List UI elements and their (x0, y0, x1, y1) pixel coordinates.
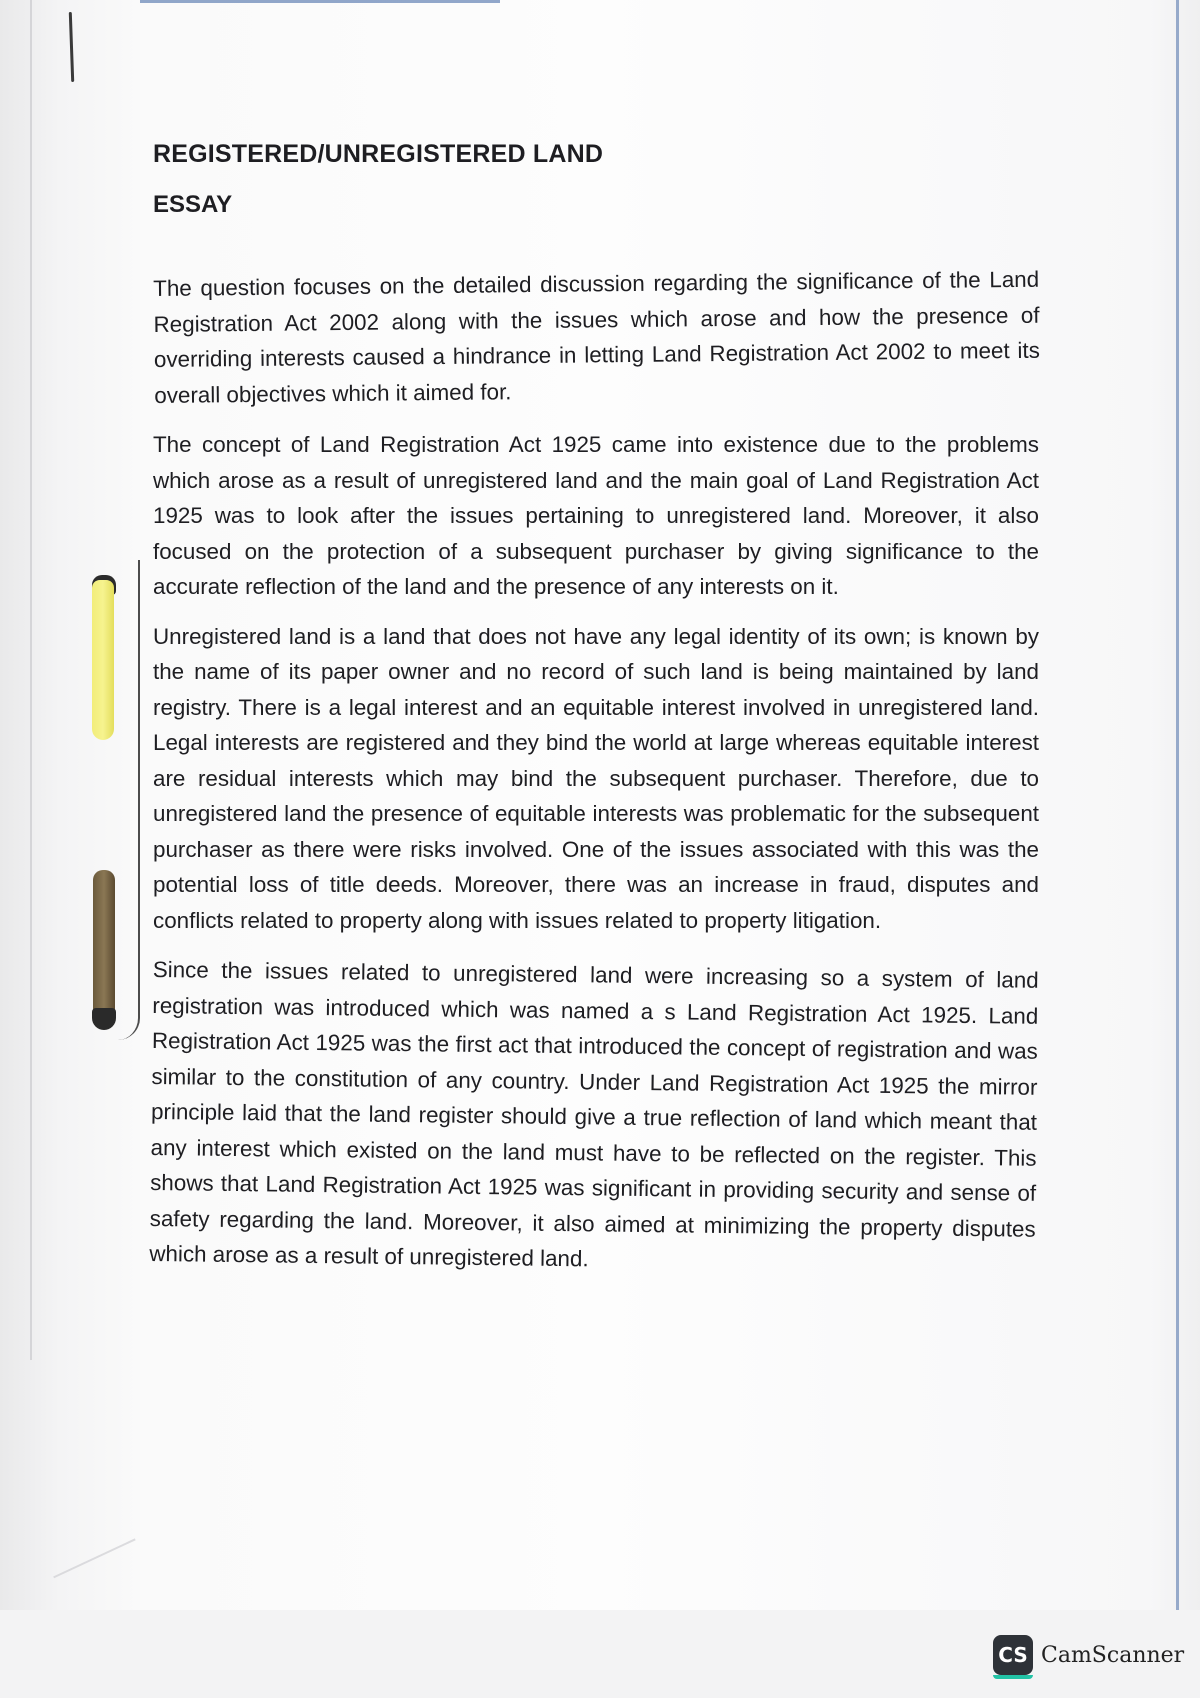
camscanner-logo-icon: CS (993, 1635, 1033, 1675)
binder-bracket (118, 560, 140, 1040)
camscanner-watermark (993, 1635, 1184, 1675)
paragraph-1: The question focuses on the detailed discussion regarding the significance of the Land Registration Act 2002 along with the issues which arose and how the presence of overriding interests caused a hindrance in letting Land Registration Act 2002 to meet its overall objectives which it aimed for. (153, 266, 1041, 408)
document-title: REGISTERED/UNREGISTERED LAND (153, 140, 604, 168)
pen-mark (69, 12, 74, 82)
left-fold-line (30, 0, 32, 1360)
document-subtitle: ESSAY (153, 191, 233, 218)
paragraph-3: Unregistered land is a land that does not have any legal identity of its own; is known by the name of its paper owner and no record of such land is being maintained by land registry. There is a legal interest and an equitable interest involved in unregistered land. Legal interests are registered and they bind the world at large whereas equitable interest are residual interests which may bind the subsequent purchaser. Therefore, due to unregistered land the presence of equitable interests was problematic for the subsequent purchaser as there were risks involved. One of the issues associated with this was the potential loss of title deeds. Moreover, there was an increase in fraud, disputes and conflicts related to property along with issues related to property litigation. (153, 623, 1039, 933)
paragraph-4: Since the issues related to unregistered land were increasing so a system of land registration was introduced which was named a s Land Registration Act 1925. Land Registration Act 1925 was the first act that introduced the concept of registration and was similar to the constitution of any country. Under Land Registration Act 1925 the mirror principle laid that the land register should give a true reflection of land which meant that any interest which existed on the land must have to be reflected on the register. This shows that Land Registration Act 1925 was significant in providing security and sense of safety regarding the land. Moreover, it also aimed at minimizing the property disputes which arose as a result of unregistered land. (149, 956, 1039, 1272)
top-edge-shadow (140, 0, 500, 3)
right-edge-shadow (1176, 0, 1179, 1660)
binder-clip-yellow (92, 580, 114, 740)
binder-clip-brown (93, 870, 115, 1020)
binder-clip-bottom-cap (92, 1008, 116, 1030)
camscanner-logo-text: CamScanner (1041, 1642, 1185, 1668)
document-body (149, 140, 1041, 1286)
paragraph-2: The concept of Land Registration Act 1925 came into existence due to the problems which arose as a result of unregistered land and the main goal of Land Registration Act 1925 was to look after the issues pertaining to unregistered land. Moreover, it also focused on the protection of a subsequent purchaser by giving significance to the accurate reflection of the land and the presence of any interests on it. (153, 432, 1039, 599)
